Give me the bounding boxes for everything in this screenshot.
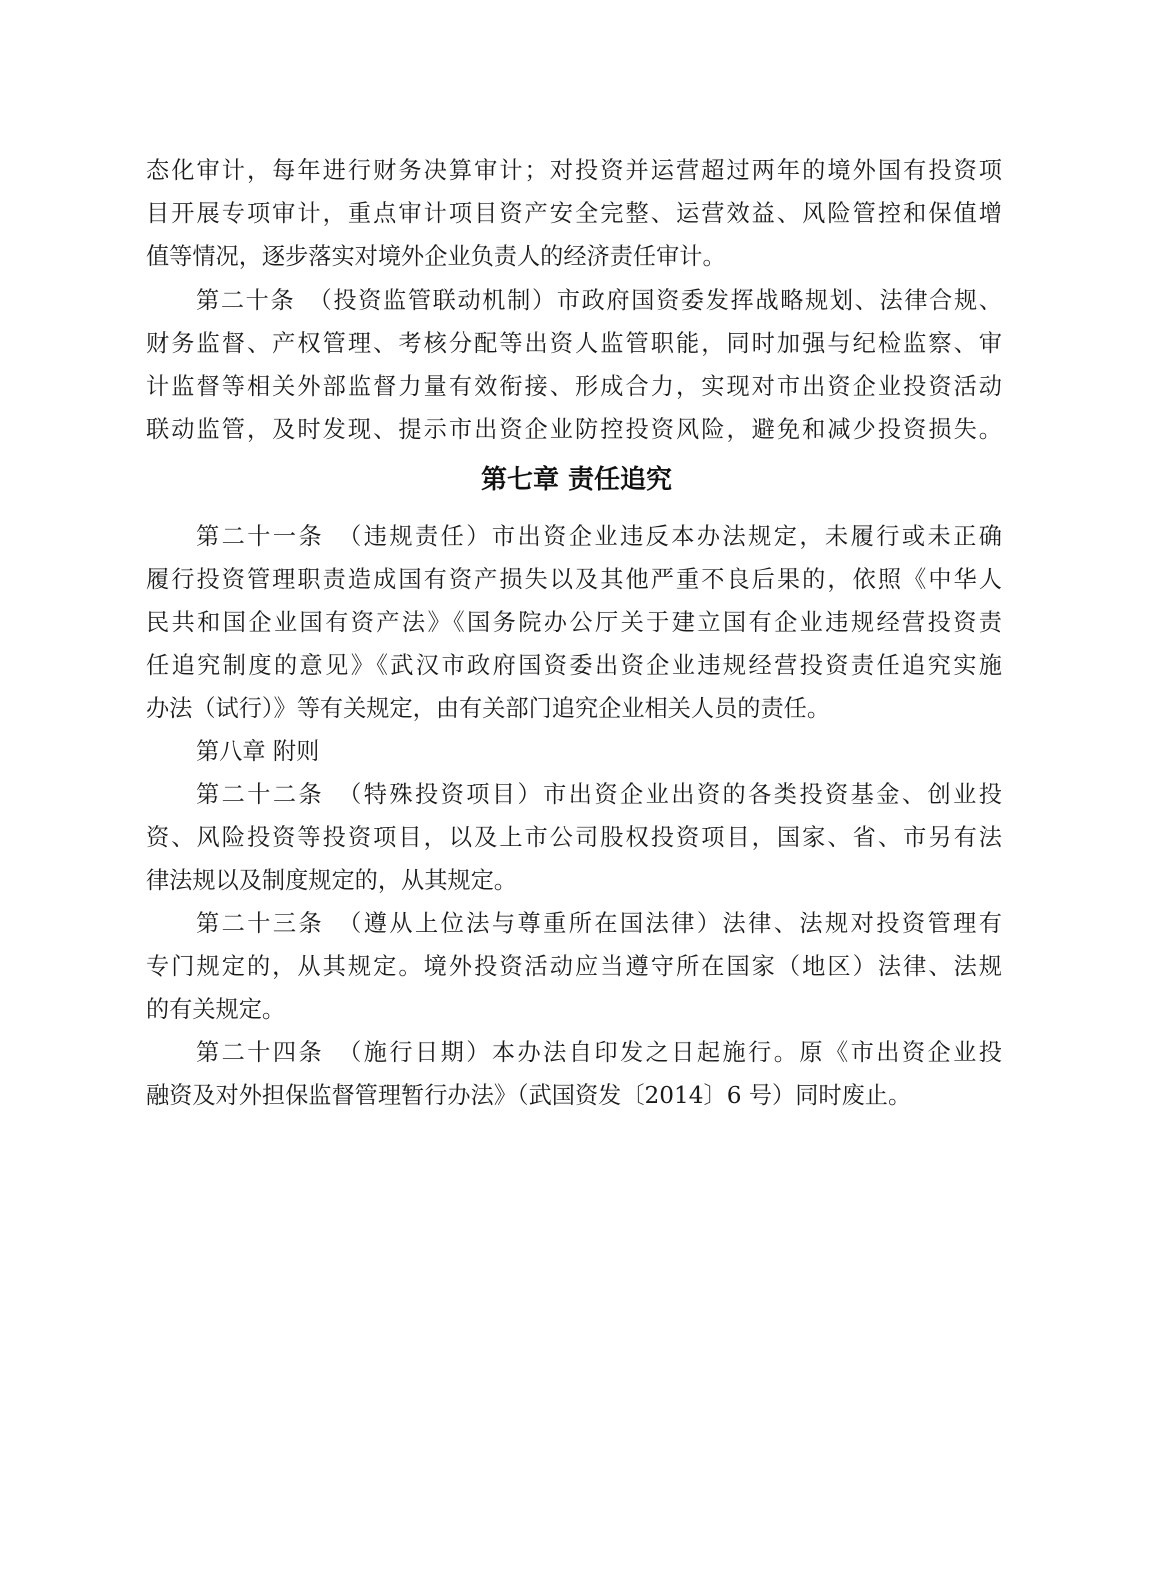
article-21-line: 办法（试行）》等有关规定，由有关部门追究企业相关人员的责任。 xyxy=(146,695,831,722)
article-20-line: 联动监管，及时发现、提示市出资企业防控投资风险，避免和减少投资损失。 xyxy=(146,416,1002,443)
paragraph-line: 值等情况，逐步落实对境外企业负责人的经济责任审计。 xyxy=(146,243,726,270)
article-23-line: 第二十三条 （遵从上位法与尊重所在国法律）法律、法规对投资管理有 xyxy=(196,910,1002,937)
article-22-line: 资、风险投资等投资项目，以及上市公司股权投资项目，国家、省、市另有法 xyxy=(146,824,1002,851)
article-20-line: 第二十条 （投资监管联动机制）市政府国资委发挥战略规划、法律合规、 xyxy=(196,287,1002,314)
article-21-line: 履行投资管理职责造成国有资产损失以及其他严重不良后果的，依照《中华人 xyxy=(146,566,1002,593)
article-22-line: 第二十二条 （特殊投资项目）市出资企业出资的各类投资基金、创业投 xyxy=(196,781,1002,808)
article-20-line: 计监督等相关外部监督力量有效衔接、形成合力，实现对市出资企业投资活动 xyxy=(146,373,1002,400)
article-20-line: 财务监督、产权管理、考核分配等出资人监管职能，同时加强与纪检监察、审 xyxy=(146,330,1002,357)
chapter-8-heading: 第八章 附则 xyxy=(196,738,320,765)
article-23-line: 专门规定的，从其规定。境外投资活动应当遵守所在国家（地区）法律、法规 xyxy=(146,953,1002,980)
article-21-line: 第二十一条 （违规责任）市出资企业违反本办法规定，未履行或未正确 xyxy=(196,523,1002,550)
article-24-line: 融资及对外担保监督管理暂行办法》（武国资发〔2014〕6 号）同时废止。 xyxy=(146,1082,912,1109)
chapter-7-heading: 第七章 责任追究 xyxy=(480,465,673,495)
article-24-line: 第二十四条 （施行日期）本办法自印发之日起施行。原《市出资企业投 xyxy=(196,1039,1002,1066)
paragraph-line: 态化审计，每年进行财务决算审计；对投资并运营超过两年的境外国有投资项 xyxy=(146,157,1002,184)
paragraph-line: 目开展专项审计，重点审计项目资产安全完整、运营效益、风险管控和保值增 xyxy=(146,200,1002,227)
article-23-line: 的有关规定。 xyxy=(146,996,286,1023)
article-22-line: 律法规以及制度规定的，从其规定。 xyxy=(146,867,517,894)
article-21-line: 民共和国企业国有资产法》《国务院办公厅关于建立国有企业违规经营投资责 xyxy=(146,609,1002,636)
article-21-line: 任追究制度的意见》《武汉市政府国资委出资企业违规经营投资责任追究实施 xyxy=(146,652,1002,679)
